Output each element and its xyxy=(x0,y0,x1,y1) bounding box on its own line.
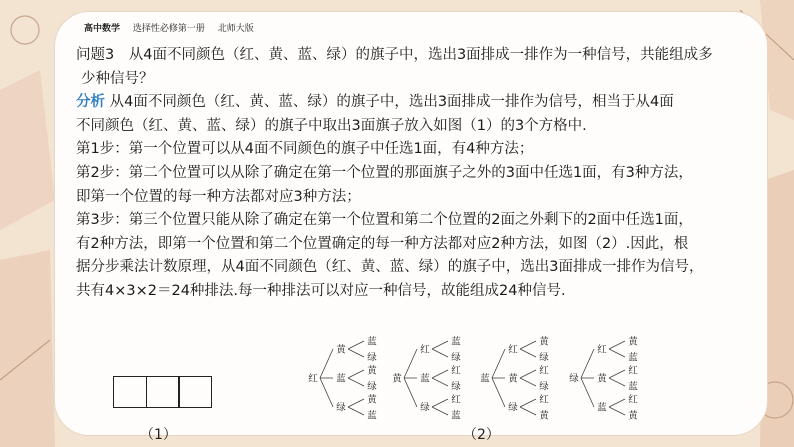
step-3-b: 有2种方法，即第一个位置和第二个位置确定的每一种方法都对应2种方法，如图（2）.因此，根 xyxy=(76,235,689,252)
problem-line-1: 问题3 从4面不同颜色（红、黄、蓝、绿）的旗子中，选出3面排成一排作为一种信号，共能组成多 xyxy=(76,47,713,63)
tree-leaf-label: 蓝 xyxy=(628,352,638,364)
tree-leaf-label: 绿 xyxy=(367,381,377,393)
tree-mid-label: 绿 xyxy=(420,402,430,414)
tree-leaf-label: 红 xyxy=(451,394,461,406)
tree-leaf-label: 黄 xyxy=(367,365,377,377)
tree-mid-label: 黄 xyxy=(597,373,607,385)
tree-leaf-label: 红 xyxy=(628,365,638,377)
tree-leaf-label: 红 xyxy=(451,365,461,377)
grid-cell xyxy=(146,376,180,408)
tree-leaf-label: 黄 xyxy=(539,410,549,422)
grid-cell xyxy=(178,376,212,408)
tree-leaf-label: 蓝 xyxy=(451,410,461,422)
tree-leaf-label: 绿 xyxy=(367,352,377,364)
figure-2-caption: （2） xyxy=(463,427,500,443)
tree-mid-label: 蓝 xyxy=(336,373,346,385)
tree-mid-label: 黄 xyxy=(508,373,518,385)
analysis-tag: 分析 xyxy=(76,94,105,111)
step-3-c: 据分步乘法计数原理，从4面不同颜色（红、黄、蓝、绿）的旗子中，选出3面排成一排作为信号， xyxy=(76,259,704,276)
tree-leaf-label: 黄 xyxy=(628,410,638,422)
tree-leaf-label: 黄 xyxy=(628,336,638,348)
grid-cell xyxy=(113,376,147,408)
step-3-a: 第3步：第三个位置只能从除了确定在第一个位置和第二个位置的2面之外剩下的2面中任选1面， xyxy=(76,212,693,229)
lesson-text xyxy=(76,44,720,304)
tree-mid-label: 蓝 xyxy=(420,373,430,385)
tree-mid-label: 蓝 xyxy=(597,402,607,414)
tree-mid-label: 红 xyxy=(597,344,607,356)
analysis-text-1: 从4面不同颜色（红、黄、蓝、绿）的旗子中，选出3面排成一排作为信号，相当于从4面 xyxy=(109,94,674,111)
header-book: 选择性必修第一册 xyxy=(132,24,205,34)
tree-leaf-label: 红 xyxy=(539,394,549,406)
step-1: 第1步：第一个位置可以从4面不同颜色的旗子中任选1面，有4种方法； xyxy=(76,141,534,158)
tree-leaf-label: 红 xyxy=(628,394,638,406)
tree-root-label: 黄 xyxy=(392,373,402,385)
tree-mid-label: 黄 xyxy=(336,344,346,356)
step-2-b: 即第一个位置的每一种方法都对应3种方法； xyxy=(76,188,361,205)
analysis-line-1 xyxy=(76,91,720,115)
page-header xyxy=(84,21,264,34)
tree-root-label: 蓝 xyxy=(480,373,490,385)
problem-line-2: 少种信号？ xyxy=(81,70,154,87)
tree-mid-label: 绿 xyxy=(508,402,518,414)
header-subject: 高中数学 xyxy=(84,24,121,34)
figure-1-caption: （1） xyxy=(140,427,177,443)
tree-root-label: 绿 xyxy=(569,373,579,385)
tree-leaf-label: 绿 xyxy=(451,381,461,393)
tree-mid-label: 红 xyxy=(508,344,518,356)
tree-leaf-label: 红 xyxy=(539,365,549,377)
tree-leaf-label: 蓝 xyxy=(367,410,377,422)
tree-leaf-label: 绿 xyxy=(539,352,549,364)
tree-leaf-label: 蓝 xyxy=(367,336,377,348)
tree-leaf-label: 黄 xyxy=(539,336,549,348)
tree-mid-label: 绿 xyxy=(336,402,346,414)
tree-leaf-label: 蓝 xyxy=(628,381,638,393)
tree-root-label: 红 xyxy=(308,373,318,385)
tree-leaf-label: 绿 xyxy=(539,381,549,393)
step-3-d: 共有4×3×2＝24种排法.每一种排法可以对应一种信号，故能组成24种信号. xyxy=(76,282,566,299)
tree-leaf-label: 绿 xyxy=(451,352,461,364)
analysis-line-2: 不同颜色（红、黄、蓝、绿）的旗子中取出3面旗子放入如图（1）的3个方格中. xyxy=(76,117,587,134)
tree-leaf-label: 黄 xyxy=(367,394,377,406)
tree-leaf-label: 蓝 xyxy=(451,336,461,348)
header-publisher: 北师大版 xyxy=(217,24,254,34)
tree-mid-label: 红 xyxy=(420,344,430,356)
step-2-a: 第2步：第二个位置可以从除了确定在第一个位置的那面旗子之外的3面中任选1面，有3种方法， xyxy=(76,164,693,181)
figure-1-grid xyxy=(113,376,212,408)
